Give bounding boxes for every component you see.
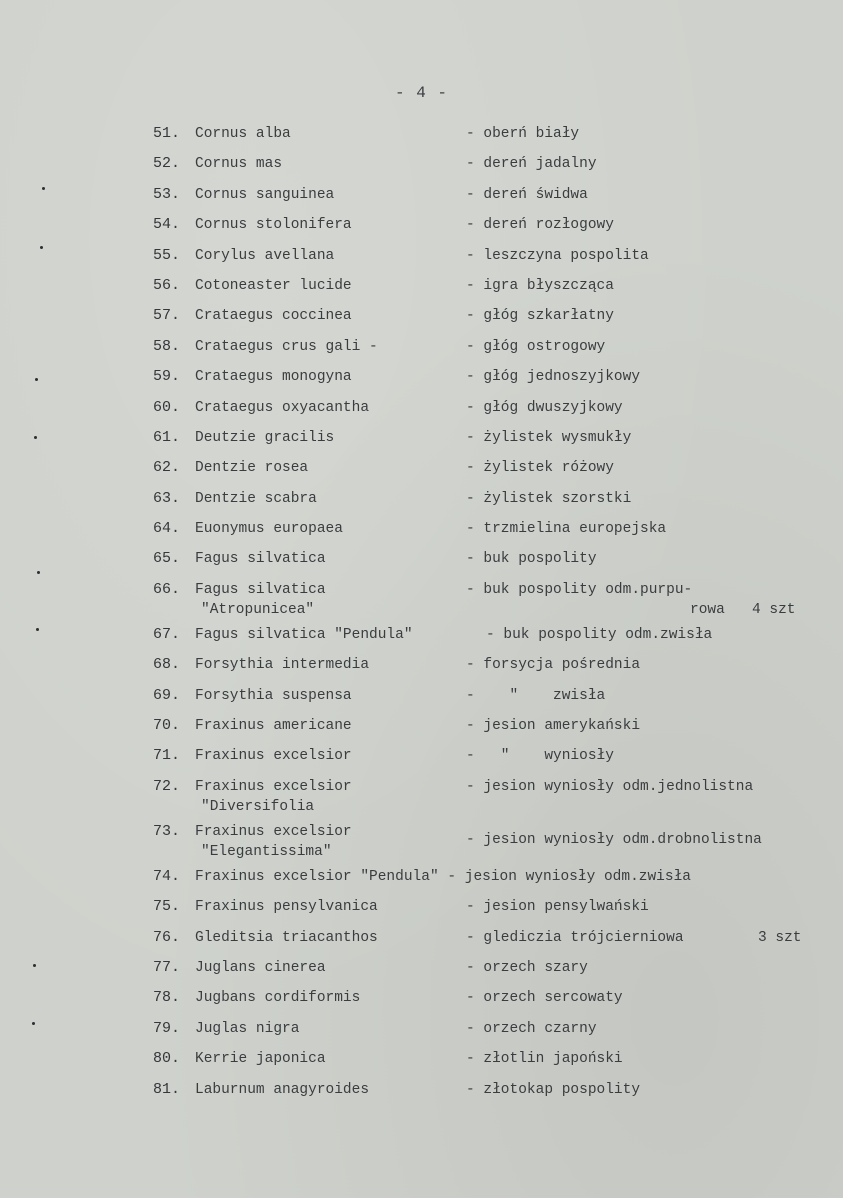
latin-name: Dentzie rosea	[195, 460, 309, 477]
latin-name: Crataegus monogyna	[195, 369, 352, 386]
list-item	[0, 821, 843, 866]
quantity: 3 szt	[758, 929, 802, 946]
entry-number: 76.	[153, 928, 181, 946]
polish-name: - jesion wyniosły odm.jednolistna	[466, 778, 754, 795]
polish-name: - orzech czarny	[466, 1020, 597, 1037]
list-item	[0, 245, 843, 275]
polish-name: - dereń rozłogowy	[466, 217, 614, 234]
list-item	[0, 184, 843, 214]
polish-name: - oberń biały	[466, 126, 580, 142]
list-item	[0, 927, 843, 957]
latin-name: Juglans cinerea	[195, 959, 326, 976]
latin-name: Fraxinus pensylvanica	[195, 899, 378, 916]
latin-name: Cornus mas	[195, 156, 283, 173]
polish-name: - jesion pensylwański	[466, 899, 649, 916]
latin-name: Corylus avellana	[195, 247, 335, 264]
list-item	[0, 624, 843, 654]
latin-name: Fraxinus americane	[195, 718, 352, 735]
entry-number: 56.	[153, 276, 181, 294]
polish-name: - buk pospolity odm.purpu-	[466, 581, 693, 598]
polish-name: - żylistek różowy	[466, 460, 614, 477]
list-item	[0, 336, 843, 366]
polish-name: - buk pospolity odm.zwisła	[486, 626, 713, 643]
entry-number: 61.	[153, 428, 181, 446]
entry-number: 79.	[153, 1019, 181, 1037]
polish-name: - głóg szkarłatny	[466, 308, 614, 325]
entry-number: 68.	[153, 656, 181, 674]
polish-name: - jesion wyniosły odm.drobnolistna	[466, 831, 762, 848]
latin-name: Crataegus crus gali -	[195, 338, 378, 355]
list-item	[0, 1079, 843, 1109]
polish-name: - jesion amerykański	[466, 718, 641, 735]
entry-number: 66.	[153, 580, 181, 598]
species-list	[0, 123, 843, 1109]
list-item	[0, 1018, 843, 1048]
entry-number: 63.	[153, 489, 181, 507]
polish-name-continued: rowa	[690, 601, 725, 618]
full-entry-line: Fraxinus excelsior "Pendula" - jesion wyniosły odm.zwisła	[195, 868, 691, 885]
list-item	[0, 518, 843, 548]
polish-name: - trzmielina europejska	[466, 521, 667, 538]
entry-number: 70.	[153, 717, 181, 735]
latin-name: Dentzie scabra	[195, 490, 317, 507]
list-item	[0, 427, 843, 457]
polish-name: - głóg jednoszyjkowy	[466, 369, 641, 386]
entry-number: 81.	[153, 1080, 181, 1098]
polish-name: - dereń świdwa	[466, 186, 588, 203]
entry-number: 52.	[153, 155, 181, 173]
entry-number: 53.	[153, 185, 181, 203]
list-item	[0, 548, 843, 578]
latin-name: Cornus alba	[195, 126, 291, 142]
latin-name: Forsythia suspensa	[195, 687, 352, 704]
latin-cultivar: "Elegantissima"	[201, 843, 332, 860]
list-item	[0, 366, 843, 396]
latin-name: Crataegus coccinea	[195, 308, 352, 325]
list-item	[0, 1048, 843, 1078]
polish-name: - orzech sercowaty	[466, 990, 623, 1007]
entry-number: 69.	[153, 686, 181, 704]
latin-name: Fraxinus excelsior	[195, 823, 352, 840]
entry-number: 77.	[153, 958, 181, 976]
entry-number: 65.	[153, 550, 181, 568]
list-item	[0, 776, 843, 821]
latin-cultivar: "Atropunicea"	[201, 601, 315, 618]
entry-number: 78.	[153, 989, 181, 1007]
latin-cultivar: "Diversifolia	[201, 798, 315, 815]
list-item	[0, 153, 843, 183]
entry-number: 72.	[153, 777, 181, 795]
latin-name: Kerrie japonica	[195, 1051, 326, 1068]
latin-name: Gleditsia triacanthos	[195, 929, 378, 946]
polish-name: - igra błyszcząca	[466, 277, 614, 294]
polish-name: - złotokap pospolity	[466, 1081, 641, 1098]
latin-name: Jugbans cordiformis	[195, 990, 361, 1007]
latin-name: Cotoneaster lucide	[195, 277, 352, 294]
entry-number: 75.	[153, 898, 181, 916]
polish-name: - żylistek wysmukły	[466, 429, 632, 446]
list-item	[0, 275, 843, 305]
polish-name: - " wyniosły	[466, 748, 614, 765]
polish-name: - złotlin japoński	[466, 1051, 623, 1068]
latin-name: Euonymus europaea	[195, 521, 343, 538]
polish-name: - glediczia trójcierniowa	[466, 929, 684, 946]
entry-number: 64.	[153, 520, 181, 538]
latin-name: Crataegus oxyacantha	[195, 399, 370, 416]
list-item	[0, 987, 843, 1017]
latin-name: Fraxinus excelsior	[195, 748, 352, 765]
list-item	[0, 397, 843, 427]
list-item	[0, 685, 843, 715]
latin-name: Fagus silvatica	[195, 581, 326, 598]
latin-name: Laburnum anagyroides	[195, 1081, 370, 1098]
latin-name: Fraxinus excelsior	[195, 778, 352, 795]
page-number: - 4 -	[394, 84, 448, 102]
polish-name: - dereń jadalny	[466, 156, 597, 173]
list-item	[0, 214, 843, 244]
latin-name: Forsythia intermedia	[195, 657, 370, 674]
entry-number: 55.	[153, 246, 181, 264]
entry-number: 74.	[153, 867, 181, 885]
list-item	[0, 579, 843, 624]
entry-number: 58.	[153, 337, 181, 355]
latin-name: Fagus silvatica	[195, 551, 326, 568]
entry-number: 62.	[153, 459, 181, 477]
entry-number: 57.	[153, 307, 181, 325]
list-item	[0, 654, 843, 684]
latin-name: Cornus stolonifera	[195, 217, 352, 234]
latin-name: Fagus silvatica "Pendula"	[195, 626, 413, 643]
list-item	[0, 457, 843, 487]
entry-number: 59.	[153, 368, 181, 386]
list-item	[0, 745, 843, 775]
list-item	[0, 715, 843, 745]
entry-number: 71.	[153, 747, 181, 765]
entry-number: 54.	[153, 216, 181, 234]
polish-name: - forsycja pośrednia	[466, 657, 641, 674]
polish-name: - głóg dwuszyjkowy	[466, 399, 623, 416]
polish-name: - orzech szary	[466, 959, 588, 976]
latin-name: Juglas nigra	[195, 1020, 300, 1037]
list-item	[0, 305, 843, 335]
list-item	[0, 957, 843, 987]
entry-number: 73.	[153, 822, 181, 840]
quantity: 4 szt	[752, 601, 796, 618]
entry-number: 60.	[153, 398, 181, 416]
latin-name: Cornus sanguinea	[195, 186, 335, 203]
entry-number: 67.	[153, 625, 181, 643]
list-item	[0, 896, 843, 926]
polish-name: - " zwisła	[466, 687, 606, 704]
polish-name: - głóg ostrogowy	[466, 338, 606, 355]
polish-name: - buk pospolity	[466, 551, 597, 568]
polish-name: - leszczyna pospolita	[466, 247, 649, 264]
entry-number: 80.	[153, 1050, 181, 1068]
list-item	[0, 866, 843, 896]
list-item	[0, 488, 843, 518]
entry-number: 51.	[153, 125, 181, 142]
latin-name: Deutzie gracilis	[195, 429, 335, 446]
list-item	[0, 123, 843, 153]
polish-name: - żylistek szorstki	[466, 490, 632, 507]
